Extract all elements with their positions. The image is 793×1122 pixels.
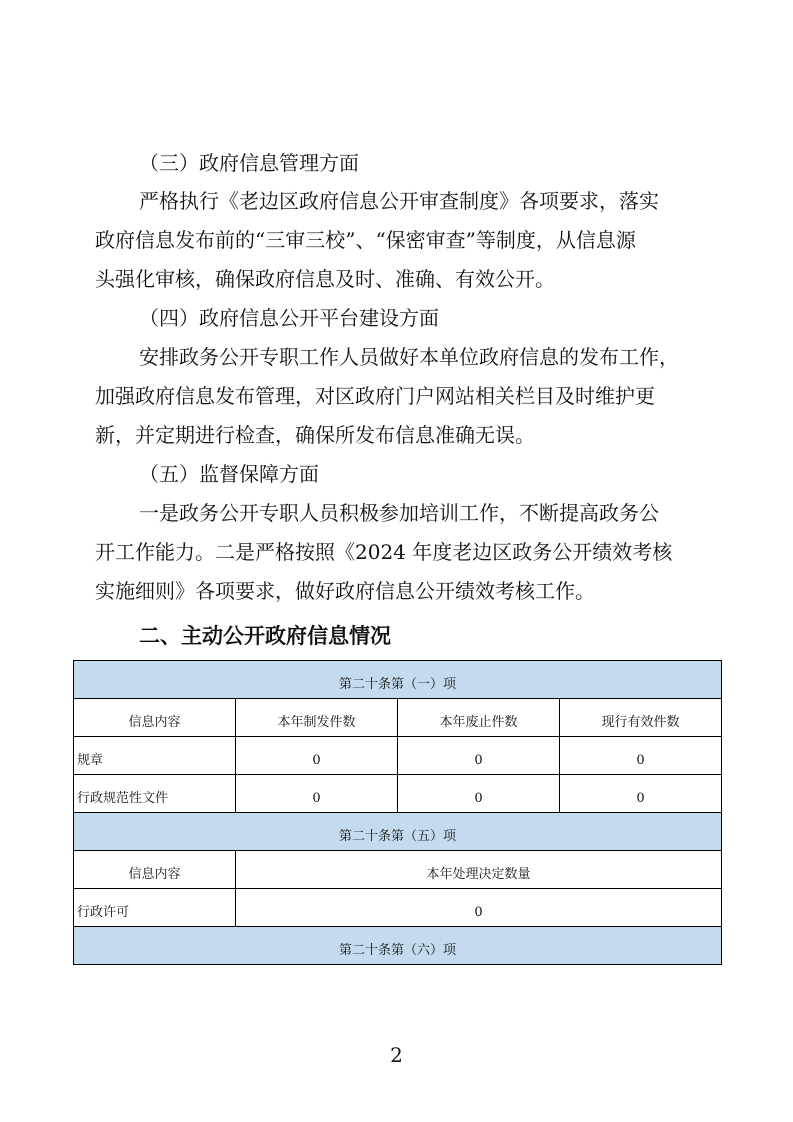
table-row — [74, 927, 722, 965]
paragraph-4-line-2: 加强政府信息发布管理，对区政府门户网站相关栏目及时维护更 — [95, 384, 655, 408]
heading-3: （三）政府信息管理方面 — [139, 151, 359, 175]
column-header: 信息内容 — [74, 851, 236, 889]
table-cell: 0 — [236, 775, 398, 813]
table-cell: 0 — [236, 737, 398, 775]
paragraph-3-line-1: 严格执行《老边区政府信息公开审查制度》各项要求，落实 — [139, 189, 659, 213]
table-row — [74, 699, 722, 737]
table-row — [74, 851, 722, 889]
column-header: 信息内容 — [74, 699, 236, 737]
paragraph-4-line-1: 安排政务公开专职工作人员做好本单位政府信息的发布工作， — [139, 345, 679, 369]
paragraph-5-line-2: 开工作能力。二是严格按照《2024 年度老边区政务公开绩效考核 — [95, 540, 673, 564]
table-row — [74, 813, 722, 851]
item-6-header: 第二十条第（六）项 — [74, 927, 722, 965]
page-number: 2 — [390, 1043, 403, 1067]
paragraph-3-line-3: 头强化审核，确保政府信息及时、准确、有效公开。 — [95, 267, 555, 291]
paragraph-4-line-3: 新，并定期进行检查，确保所发布信息准确无误。 — [95, 423, 535, 447]
table-cell: 0 — [398, 775, 560, 813]
table-cell: 0 — [560, 737, 722, 775]
table-row — [74, 661, 722, 699]
paragraph-5-line-3: 实施细则》各项要求，做好政府信息公开绩效考核工作。 — [95, 579, 595, 603]
row-label: 行政许可 — [74, 889, 236, 927]
row-label: 行政规范性文件 — [74, 775, 236, 813]
table-cell: 0 — [560, 775, 722, 813]
table-cell: 0 — [236, 889, 722, 927]
heading-5: （五）监督保障方面 — [139, 462, 319, 486]
table-cell: 0 — [398, 737, 560, 775]
item-1-header: 第二十条第（一）项 — [74, 661, 722, 699]
paragraph-3-line-2: 政府信息发布前的“三审三校”、“保密审查”等制度，从信息源 — [95, 228, 636, 252]
row-label: 规章 — [74, 737, 236, 775]
heading-4: （四）政府信息公开平台建设方面 — [139, 306, 439, 330]
column-header: 本年制发件数 — [236, 699, 398, 737]
info-table — [73, 660, 722, 965]
table-row — [74, 889, 722, 927]
column-header: 本年处理决定数量 — [236, 851, 722, 889]
column-header: 本年废止件数 — [398, 699, 560, 737]
section-title: 二、主动公开政府信息情况 — [139, 624, 391, 648]
paragraph-5-line-1: 一是政务公开专职人员积极参加培训工作，不断提高政务公 — [139, 501, 659, 525]
table-row — [74, 775, 722, 813]
table-row — [74, 737, 722, 775]
item-5-header: 第二十条第（五）项 — [74, 813, 722, 851]
column-header: 现行有效件数 — [560, 699, 722, 737]
